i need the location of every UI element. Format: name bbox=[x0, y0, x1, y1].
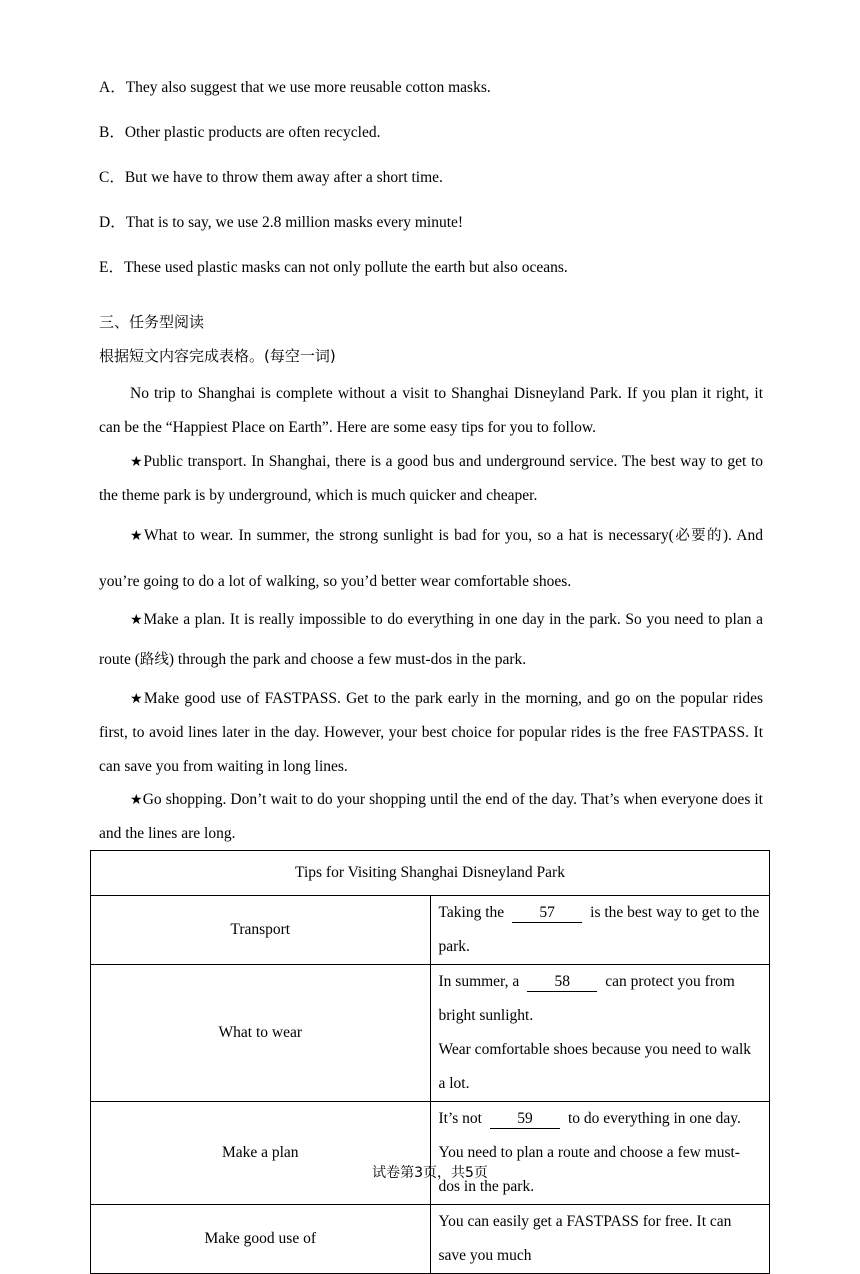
passage-tip-transport bbox=[99, 445, 763, 513]
row-content bbox=[430, 896, 770, 965]
table-title: Tips for Visiting Shanghai Disneyland Park bbox=[91, 851, 770, 896]
tip-gloss: 路线 bbox=[139, 652, 169, 668]
row-text: Taking the bbox=[438, 904, 505, 921]
option-c bbox=[99, 165, 443, 187]
row-content: You can easily get a FASTPASS for free. It can save you much bbox=[430, 1205, 770, 1274]
row-label: Make good use of bbox=[91, 1205, 431, 1274]
row-text: In summer, a bbox=[438, 973, 520, 990]
option-b bbox=[99, 120, 380, 142]
star-icon: ★ bbox=[130, 454, 144, 470]
section-title: 三、任务型阅读 bbox=[99, 313, 205, 331]
option-letter: B． bbox=[99, 124, 125, 141]
option-letter: E． bbox=[99, 259, 124, 276]
tip-gloss: 必要的 bbox=[673, 528, 723, 544]
row-label: What to wear bbox=[91, 965, 431, 1102]
table-title-row bbox=[91, 851, 770, 896]
table-row bbox=[91, 965, 770, 1102]
tip-text: Public transport. In Shanghai, there is a good bus and underground service. The best way to get to the theme park is by underground, which is much quicker and cheaper. bbox=[99, 453, 763, 504]
passage-tip-fastpass bbox=[99, 682, 763, 784]
passage-tip-wear bbox=[99, 513, 763, 604]
star-icon: ★ bbox=[130, 612, 144, 628]
row-text: to do everything in one day. You need to plan a route and choose a few must-dos in the park. bbox=[438, 1110, 741, 1195]
row-text: It’s not bbox=[438, 1110, 482, 1127]
tip-text: Go shopping. Don’t wait to do your shopping until the end of the day. That’s when everyone does it and the lines are long. bbox=[99, 791, 763, 842]
tips-table bbox=[90, 850, 770, 1274]
option-d bbox=[99, 210, 463, 232]
row-text: Wear comfortable shoes because you need to walk a lot. bbox=[438, 1041, 752, 1092]
row-text: is the best way to get to the park. bbox=[438, 904, 760, 955]
star-icon: ★ bbox=[130, 528, 144, 544]
blank-57: 57 bbox=[512, 904, 582, 923]
option-text: These used plastic masks can not only pollute the earth but also oceans. bbox=[123, 259, 568, 276]
option-letter: D． bbox=[99, 214, 126, 231]
tip-text: What to wear. In summer, the strong sunlight is bad for you, so a hat is necessary( bbox=[143, 527, 674, 544]
blank-59: 59 bbox=[490, 1110, 560, 1129]
passage-intro: No trip to Shanghai is complete without a visit to Shanghai Disneyland Park. If you plan it right, it can be the “Happiest Place on Earth”. Here are some easy tips for you to follow. bbox=[99, 385, 763, 436]
tip-text: Make a plan. It is really impossible to do everything in one day in the park. So you need to plan a route ( bbox=[99, 611, 763, 668]
option-letter: C． bbox=[99, 169, 125, 186]
page-footer: 试卷第3页，共5页 bbox=[372, 1165, 488, 1181]
star-icon: ★ bbox=[130, 691, 144, 707]
tip-text: Make good use of FASTPASS. Get to the park early in the morning, and go on the popular rides first, to avoid lines later in the day. However, your best choice for popular rides is the free FASTPASS. It can save you from waiting in long lines. bbox=[99, 690, 763, 775]
section-instruction: 根据短文内容完成表格。(每空一词) bbox=[99, 347, 336, 365]
table-row bbox=[91, 1102, 770, 1205]
option-text: They also suggest that we use more reusable cotton masks. bbox=[125, 79, 491, 96]
passage-tip-plan bbox=[99, 600, 763, 680]
star-icon: ★ bbox=[130, 792, 143, 808]
row-content bbox=[430, 965, 770, 1102]
tip-text: ) through the park and choose a few must-dos in the park. bbox=[168, 651, 527, 668]
row-label: Transport bbox=[91, 896, 431, 965]
table-row bbox=[91, 896, 770, 965]
row-label: Make a plan bbox=[91, 1102, 431, 1205]
option-e bbox=[99, 255, 568, 277]
option-text: Other plastic products are often recycled. bbox=[124, 124, 381, 141]
option-letter: A． bbox=[99, 79, 126, 96]
option-text: That is to say, we use 2.8 million masks every minute! bbox=[125, 214, 464, 231]
tip-text: ). And you’re going to do a lot of walking, so you’d better wear comfortable shoes. bbox=[99, 527, 763, 590]
table-row bbox=[91, 1205, 770, 1274]
blank-58: 58 bbox=[527, 973, 597, 992]
passage-tip-shopping bbox=[99, 783, 763, 851]
option-a bbox=[99, 75, 491, 97]
option-text: But we have to throw them away after a short time. bbox=[124, 169, 443, 186]
row-content bbox=[430, 1102, 770, 1205]
row-text: can protect you from bright sunlight. bbox=[438, 973, 735, 1024]
